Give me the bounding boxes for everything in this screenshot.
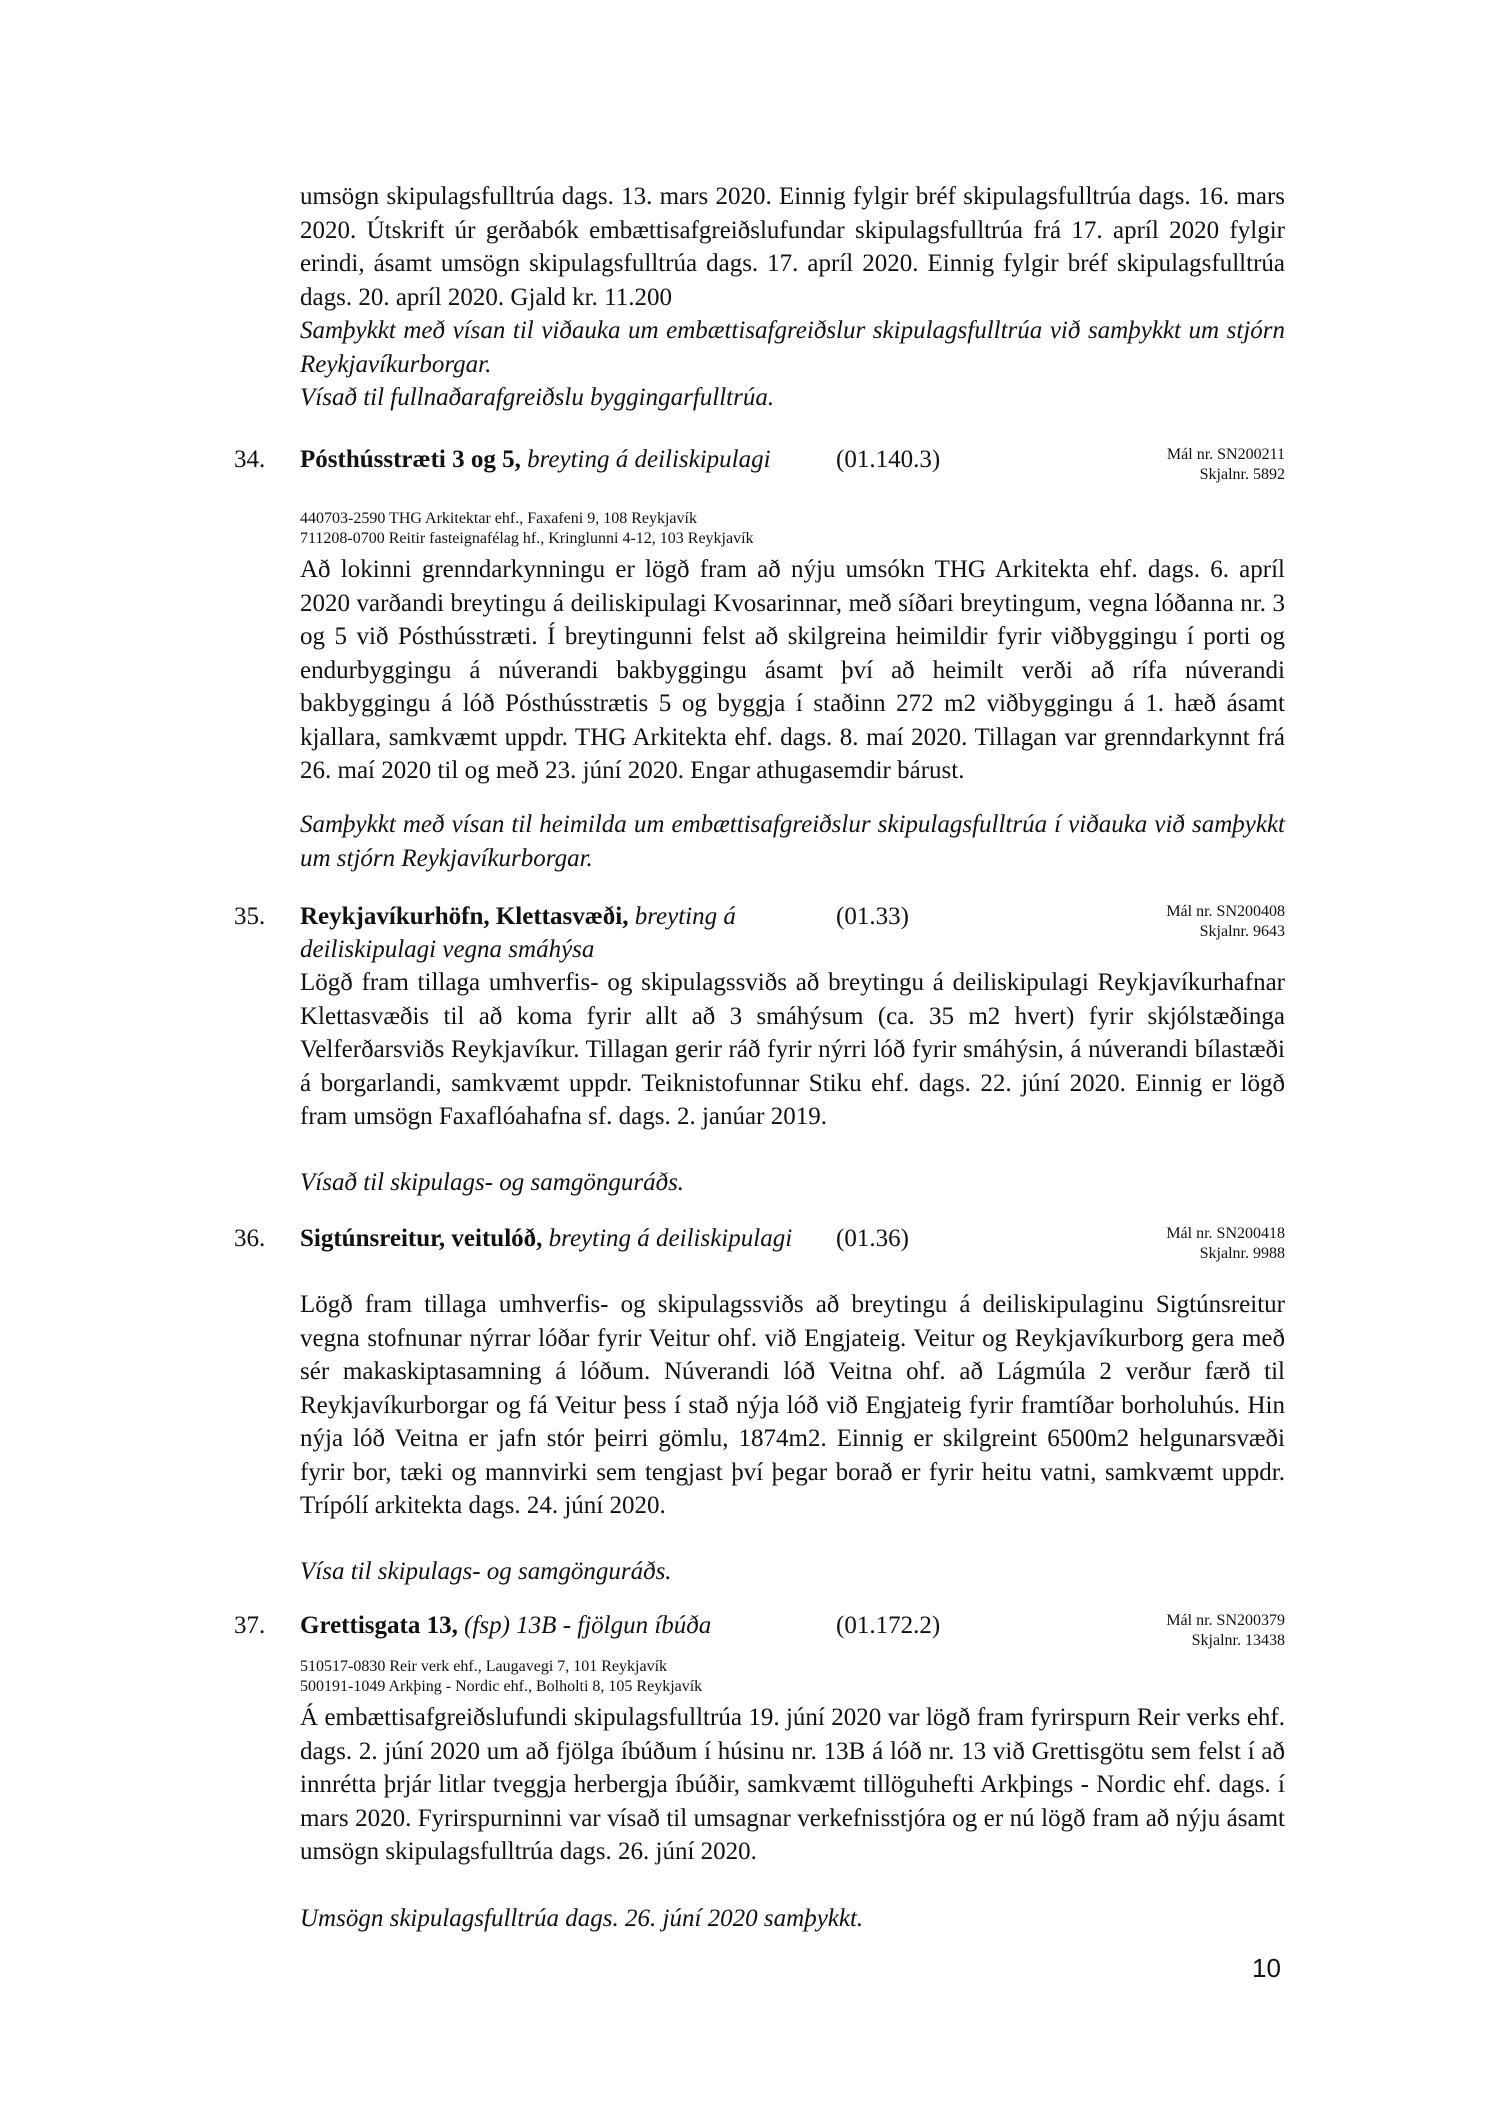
item-body: Að lokinni grenndarkynningu er lögð fram að nýju umsókn THG Arkitekta ehf. dags. 6. apríl 2020 varðandi breytingu á deiliskipulagi Kvosarinnar, með síðari breytingum, vegna lóðanna nr. 3 og 5 við Pósthússtræti. Í breytingunni felst að skilgreina heimildir fyrir viðbyggingu í porti og endurbyggingu á núverandi bakbyggingu ásamt því að heimilt verði að rífa núverandi bakbyggingu á lóð Pósthússtrætis 5 og byggja í staðinn 272 m2 viðbyggingu á 1. hæð ásamt kjallara, samkvæmt uppdr. THG Arkitekta ehf. dags. 8. maí 2020. Tillagan var grenndarkynnt frá 26. maí 2020 til og með 23. júní 2020. Engar athugasemdir bárust. [300,556,1285,784]
item-body: Lögð fram tillaga umhverfis- og skipulagssviðs að breytingu á deiliskipulagi Reykjavíkurhafnar Klettasvæðis til að koma fyrir allt að 3 smáhýsum (ca. 35 m2 hvert) fyrir skjólstæðinga Velferðarsviðs Reykjavíkur. Tillagan gerir ráð fyrir nýrri lóð fyrir smáhýsin, á núverandi bílastæði á borgarlandi, samkvæmt uppdr. Teiknistofunnar Stiku ehf. dags. 22. júní 2020. Einnig er lögð fram umsögn Faxaflóahafna sf. dags. 2. janúar 2019. [300,969,1285,1130]
item-number: 35. [234,903,266,930]
document-number: Skjalnr. 13438 [1191,1632,1285,1649]
case-reference [1166,1611,1285,1651]
case-reference [1166,1224,1285,1264]
document-number: Skjalnr. 5892 [1199,466,1285,483]
case-number: Mál nr. SN200379 [1166,1612,1285,1629]
item-title-italic: breyting á deiliskipulagi [527,446,771,473]
intro-referral: Vísað til fullnaðarafgreiðslu byggingarfulltrúa. [300,384,775,411]
case-number: Mál nr. SN200418 [1166,1225,1285,1242]
case-reference [1166,902,1285,942]
item-body: Lögð fram tillaga umhverfis- og skipulagssviðs að breytingu á deiliskipulaginu Sigtúnsreitur vegna stofnunar nýrrar lóðar fyrir Veitur ohf. við Engjateig. Veitur og Reykjavíkurborg gera með sér makaskiptasamning á lóðum. Núverandi lóð Veitna ohf. að Lágmúla 2 verður færð til Reykjavíkurborgar og fá Veitur þess í stað nýja lóð við Engjateig fyrir framtíðar borholuhús. Hin nýja lóð Veitna er jafn stór þeirri gömlu, 1874m2. Einnig er skilgreint 6500m2 helgunarsvæði fyrir bor, tæki og mannvirki sem tengjast því þegar borað er fyrir heitu vatni, samkvæmt uppdr. Trípólí arkitekta dags. 24. júní 2020. [300,1291,1285,1519]
document-number: Skjalnr. 9988 [1199,1245,1285,1262]
item-title-bold: Pósthússtræti 3 og 5, [300,446,521,473]
case-number: Mál nr. SN200211 [1166,446,1285,463]
item-number: 34. [234,446,266,473]
item-title [300,900,830,966]
item-title [300,443,830,476]
item-title-italic: (fsp) 13B - fjölgun íbúða [464,1612,712,1639]
item-title-italic: breyting á deiliskipulagi vegna smáhýsa [300,903,736,963]
applicant: 510517-0830 Reir verk ehf., Laugavegi 7, 101 Reykjavík [300,1658,668,1675]
item-decision: Vísað til skipulags- og samgönguráðs. [300,1169,685,1196]
document-number: Skjalnr. 9643 [1199,923,1285,940]
intro-text: umsögn skipulagsfulltrúa dags. 13. mars 2020. Einnig fylgir bréf skipulagsfulltrúa dags. 16. mars 2020. Útskrift úr gerðabók embættisafgreiðslufundar skipulagsfulltrúa frá 17. apríl 2020 fylgir erindi, ásamt umsögn skipulagsfulltrúa dags. 17. apríl 2020. Einnig fylgir bréf skipulagsfulltrúa dags. 20. apríl 2020. Gjald kr. 11.200 [300,183,1285,311]
item-decision: Vísa til skipulags- og samgönguráðs. [300,1558,672,1585]
item-title [300,1609,830,1642]
item-body: Á embættisafgreiðslufundi skipulagsfulltrúa 19. júní 2020 var lögð fram fyrirspurn Reir verks ehf. dags. 2. júní 2020 um að fjölga íbúðum í húsinu nr. 13B á lóð nr. 13 við Grettisgötu sem felst í að innrétta þrjár litlar tveggja herbergja íbúðir, samkvæmt tillöguhefti Arkþings - Nordic ehf. dags. í mars 2020. Fyrirspurninni var vísað til umsagnar verkefnisstjóra og er nú lögð fram að nýju ásamt umsögn skipulagsfulltrúa dags. 26. júní 2020. [300,1704,1285,1865]
item-number: 36. [234,1225,266,1252]
item-decision: Umsögn skipulagsfulltrúa dags. 26. júní 2020 samþykkt. [300,1905,864,1932]
applicant: 440703-2590 THG Arkitektar ehf., Faxafeni 9, 108 Reykjavík [300,510,697,527]
intro-decision: Samþykkt með vísan til viðauka um embættisafgreiðslur skipulagsfulltrúa við samþykkt um stjórn Reykjavíkurborgar. [300,317,1285,378]
item-code: (01.172.2) [836,1612,941,1639]
case-reference [1167,445,1285,485]
item-code: (01.36) [836,1225,909,1252]
item-title-bold: Sigtúnsreitur, veitulóð, [300,1225,543,1252]
applicant: 711208-0700 Reitir fasteignafélag hf., Kringlunni 4-12, 103 Reykjavík [300,530,754,547]
item-number: 37. [234,1612,266,1639]
item-code: (01.140.3) [836,446,941,473]
case-number: Mál nr. SN200408 [1166,903,1285,920]
item-title-bold: Grettisgata 13, [300,1612,458,1639]
item-decision: Samþykkt með vísan til heimilda um embættisafgreiðslur skipulagsfulltrúa í viðauka við samþykkt um stjórn Reykjavíkurborgar. [300,811,1285,872]
item-title [300,1222,830,1255]
applicant: 500191-1049 Arkþing - Nordic ehf., Bolholti 8, 105 Reykjavík [300,1678,703,1695]
item-code: (01.33) [836,903,909,930]
item-title-italic: breyting á deiliskipulagi [548,1225,793,1252]
page-number: 10 [1252,1953,1281,1983]
item-title-bold: Reykjavíkurhöfn, Klettasvæði, [300,903,629,930]
